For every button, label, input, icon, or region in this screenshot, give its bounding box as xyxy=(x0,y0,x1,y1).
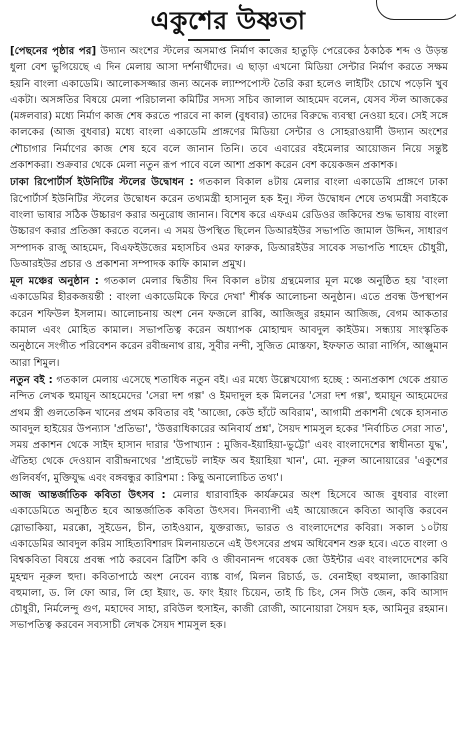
paragraph-dru-stall xyxy=(10,175,448,273)
paragraph-text: গতকাল মেলায় এসেছে শতাধিক নতুন বই। এর মধ্যে উল্লেখযোগ্য হচ্ছে : অন্যপ্রকাশ থেকে প্রয়াত নন্দিত লেখক হুমায়ূন আহমেদের 'সেরা দশ গল্প' ও ইমদাদুল হক মিলনের 'সেরা দশ গল্প', হুমায়ূন আহমেদের প্রথম স্ত্রী গুলতেকিন খানের প্রথম কবিতার বই 'আজো, কেউ হাঁটে অবিরাম', আগামী প্রকাশনী থেকে হাসনাত আবদুল হাইয়ের উপন্যাস 'প্রতিভা', 'উত্তরাধিকারের অনিবার্য প্রশ্ন', সৈয়দ শামসুল হকের 'নির্বাচিত সেরা সাত', সময় প্রকাশন থেকে সাইদ হাসান দারার 'উপাখ্যান : মুজিব-ইয়াহিয়া-ভুট্টো' এবং বাংলাদেশের স্বাধীনতা যুদ্ধ', ঐতিহ্য থেকে দেওয়ান বারীন্দ্রনাথের 'প্রাইভেট লাইফ অব ইয়াহিয়া খান', মো. নূরুল আনোয়ারের 'একুশের গুলিবর্ষণ, মুক্তিযুদ্ধ এবং বঙ্গবন্ধুর কারিশমা : কিছু অনালোচিত তথ্য'। xyxy=(10,374,448,484)
paragraph-text: উদ্যান অংশের স্টলের অসমাপ্ত নির্মাণ কাজের হাতুড়ি পেরেকের ঠকাঠক শব্দ ও উড়ন্ত ধুলা বেশ ভুগিয়েছে এ দিন মেলায় আসা দর্শনার্থীদের। এ ছাড়া এখনো মিডিয়া সেন্টার নির্মাণ করতে সক্ষম হয়নি বাংলা একাডেমি। আলোকসজ্জার জন্য অনেক ল্যাম্পপোস্ট তৈরি করা হলেও লাইটিং চোখে পড়েনি খুব একটা। অসঙ্গতির বিষয়ে মেলা পরিচালনা কমিটির সদস্য সচিব জালাল আহমেদ বলেন, যেসব স্টল আজকের (মঙ্গলবার) মধ্যে নির্মাণ কাজ শেষ করতে পারবে না কাল (বুধবার) তাদের বিরুদ্ধে ব্যবস্থা নেওয়া হবে। সেই সঙ্গে কালকের (আজ বুধবার) মধ্যে বাংলা একাডেমি প্রাঙ্গণের মিডিয়া সেন্টার ও সোহরাওয়ার্দী উদ্যান অংশের শৌচাগার নির্মাণের কাজ শেষ হবে বলে জানান তিনি। তবে এবারের বইমেলার আয়োজন নিয়ে সন্তুষ্ট প্রকাশকরা। শুক্রবার থেকে মেলা নতুন রূপ পাবে বলে আশা প্রকাশ করেন বেশ কয়েকজন প্রকাশক। xyxy=(10,46,448,172)
paragraph-text: গতকাল মেলার দ্বিতীয় দিন বিকাল ৪টায় গ্রন্থমেলার মূল মঞ্চে অনুষ্ঠিত হয় 'বাংলা একাডেমির হীরকজয়ন্তী : বাংলা একাডেমিকে ফিরে দেখা' শীর্ষক আলোচনা অনুষ্ঠান। এতে প্রবন্ধ উপস্থাপন করেন শফিউল ইসলাম। আলোচনায় অংশ নেন ফজলে রাব্বি, আজিজুর রহমান আজিজ, বেগম আকতার কামাল এবং মোহিত কামাল। সভাপতিত্ব করেন অধ্যাপক মোহাম্মদ আবদুল কাইউম। সন্ধ্যায় সাংস্কৃতিক অনুষ্ঠানে সংগীত পরিবেশন করেন রবীন্দ্রনাথ রায়, সুবীর নন্দী, সুজিত মোস্তফা, ইফফাত আরা নার্গিস, আঞ্জুমান আরা শিমুল। xyxy=(10,276,448,369)
paragraph-text: গতকাল বিকাল ৪টায় মেলার বাংলা একাডেমি প্রাঙ্গণে ঢাকা রিপোর্টার্স ইউনিটির স্টলের উদ্বোধন করেন তথ্যমন্ত্রী হাসানুল হক ইনু। স্টল উদ্বোধন শেষে তথ্যমন্ত্রী সবাইকে বাংলা ভাষার সঠিক উচ্চারণ করার অনুরোধ জানান। বিশেষ করে এফএম রেডিওর জকিদের শুদ্ধ ভাষায় বাংলা উচ্চারণ করার প্রতিজ্ঞা করতে বলেন। এ সময় উপস্থিত ছিলেন ডিআরইউর সভাপতি জামাল উদ্দিন, সাধারণ সম্পাদক রাজু আহমেদ, বিএফইউজের মহাসচিব ওমর ফারুক, ডিআরইউর সাবেক সভাপতি শাহেদ চৌধুরী, ডিআরইউর প্রচার ও প্রকাশনা সম্পাদক কাফি কামাল প্রমুখ। xyxy=(10,177,448,270)
subheading-dru-stall: ঢাকা রিপোর্টার্স ইউনিটির স্টলের উদ্বোধন : xyxy=(10,177,194,189)
paragraph-text: মেলার ধারাবাহিক কার্যক্রমের অংশ হিসেবে আজ বুধবার বাংলা একাডেমিতে অনুষ্ঠিত হবে আন্তর্জাতিক কবিতা উৎসব। দিনব্যাপী এই আয়োজনে কবিতা আবৃত্তি করবেন স্লোভাকিয়া, মরক্কো, সুইডেন, চীন, তাইওয়ান, যুক্তরাজ্য, ভারত ও বাংলাদেশের কবিরা। সকাল ১০টায় একাডেমির আবদুল করিম সাহিত্যবিশারদ মিলনায়তনে এই উৎসবের প্রথম অধিবেশন শুরু হবে। এতে বাংলা ও বিশ্বকবিতা বিষয়ে প্রবন্ধ পাঠ করবেন ব্রিটিশ কবি ও জীবনানন্দ গবেষক জো উইন্টার এবং বাংলাদেশের কবি মুহম্মদ নূরুল হুদা। কবিতাপাঠে অংশ নেবেন ব্যাঙ্ক বার্গ, মিলন রিচার্ড, ড. বেনাইছা বহুমালা, জাকারিয়া বহুমালা, ড. লি ফো আর, লি হো ইয়াং, ড. ফাং ইয়াং চিয়েন, তাই চি চিং, সেন সিউ জেন, কবি আসাদ চৌধুরী, নির্মলেন্দু গুণ, মহাদেব সাহা, রবিউল হুসাইন, কাজী রোজী, আনোয়ারা সৈয়দ হক, আমিনুর রহমান। সভাপতিত্ব করবেন সব্যসাচী লেখক সৈয়দ শামসুল হক। xyxy=(10,490,448,632)
title-underline xyxy=(188,39,270,41)
subheading-poetry-festival: আজ আন্তর্জাতিক কবিতা উৎসব : xyxy=(10,490,166,502)
article-title: একুশের উষ্ণতা xyxy=(150,6,306,35)
subheading-new-books: নতুন বই : xyxy=(10,374,53,386)
paragraph-main-stage xyxy=(10,274,448,372)
subheading-main-stage: মূল মঞ্চের অনুষ্ঠান : xyxy=(10,276,99,288)
continuation-marker: [পেছনের পৃষ্ঠার পর] xyxy=(10,46,97,57)
paragraph-poetry-festival xyxy=(10,488,448,635)
article-body xyxy=(10,44,448,726)
paragraph-new-books xyxy=(10,373,448,487)
paragraph-continuation xyxy=(10,44,448,174)
